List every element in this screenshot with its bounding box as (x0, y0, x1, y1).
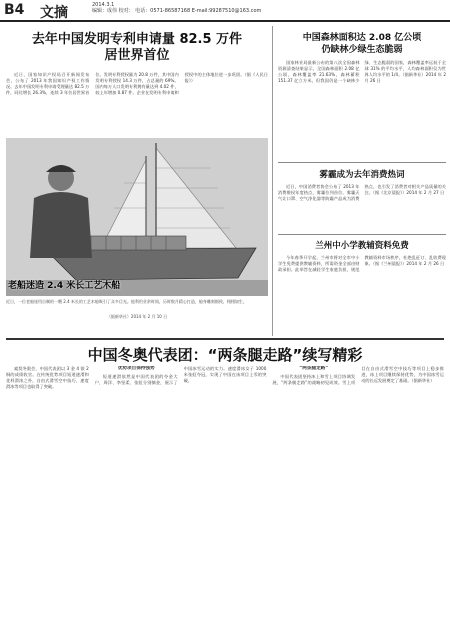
right1-headline-line1: 中国森林面积达 2.08 亿公顷 (302, 33, 422, 43)
main-article-subhead: 优势项目保持强势 (117, 366, 155, 371)
left-article-body (6, 72, 268, 132)
photo-description: 近日，一位老船迷用自制的一艘 2.4 米长的工艺木船吸引了众多目光。他利用业余时间，历时数月精心打造，船身雕刻细致、栩栩如生。 (6, 299, 247, 304)
left-article-text: 近日，国家知识产权局召开新闻发布会，公布了 2013 年我国知识产权工作情况。去年中国发明专利申请受理量达 82.5 万件，同比增长 26.3%，连续 3 年位居世界首位。发明专利授权量为 20.8 万件，其中国内发明专利授权 14.3 万件，占总量的 69%。国内每万人口发明专利拥有量达到 4.02 件，较上年增加 0.87 件。企业在发明专利申请和授权中的主体地位进一步巩固。（据《人民日报》） (6, 72, 268, 95)
right-article-1-headline (278, 32, 446, 56)
column-divider (272, 26, 273, 336)
left-article-headline (6, 32, 268, 64)
right1-headline-line2: 仍缺林少绿生态脆弱 (321, 45, 403, 55)
news-photo (6, 138, 268, 296)
main-article-paragraph: 中国代表团坚持冰上和雪上项目协调发展，“两条腿走路”的战略初见成效。雪上项目在自由式滑雪空中技巧等项目上稳步推进，冰上项目继续保持优势，为中国冰雪运动的长远发展奠定了基础。（据新华社） (272, 366, 444, 385)
page-number: B4 (4, 2, 25, 18)
section-title: 文摘 (40, 5, 68, 21)
photo-caption: 老船迷造 2.4 米长工艺木船 (8, 281, 121, 291)
main-article-rule (6, 338, 444, 340)
right-article-2-headline: 雾霾成为去年消费热词 (319, 170, 405, 180)
masthead-date: 2014.3.1 (92, 2, 115, 8)
masthead (0, 0, 450, 22)
right-article-1-body (278, 60, 446, 158)
masthead-meta (92, 2, 261, 14)
right-article-3-body (278, 255, 446, 335)
right-article-2-body (278, 184, 446, 232)
left-headline-line2: 居世界首位 (104, 48, 170, 63)
right1-text: 国家林业局最新公布的第八次全国森林资源清查结果显示，全国森林面积 2.08 亿公顷，森林覆盖率 21.63%，森林蓄积 151.37 亿立方米。但我国仍是一个缺林少绿、生态脆弱的国家，森林覆盖率远低于全球 31% 的平均水平，人均森林面积仅为世界人均水平的 1/4。（据新华社）2014 年 2 月 26 日 (278, 60, 446, 83)
right3-text: 今年春季开学起，兰州市将对全市中小学生免费提供教辅资料，所需资金全部由财政承担。此举旨在减轻学生家庭负担，规范教辅资料市场秩序，杜绝乱征订、乱收费现象。（据《兰州晨报》）2014 年 2 月 26 日 (278, 255, 446, 272)
left-headline-line1: 去年中国发明专利申请量 82.5 万件 (31, 32, 243, 47)
right2-text: 近日，中国消费者协会公布了 2013 年消费维权年度热点，雾霾位列首位。雾霾天气让口罩、空气净化器等防霾产品成为消费热点，也引发了消费者对相关产品质量的关注。（据《北京晨报》）2014 年 2 月 27 日 (278, 184, 446, 201)
woodcraft-boat-illustration (6, 138, 268, 296)
main-article-body (6, 366, 444, 636)
masthead-contact: 编辑：成伟 校对： 电话：0571-86587168 E-mail:99287510@163.com (92, 8, 262, 14)
section-rule (278, 234, 446, 235)
photo-source: （据新华社）2014 年 2 月 10 日 (106, 314, 168, 319)
main-article-subhead: “两条腿走路” (299, 366, 329, 371)
right-article-3-headline: 兰州中小学教辅资料免费 (315, 241, 409, 251)
section-rule (278, 162, 446, 163)
main-article-headline: 中国冬奥代表团：“两条腿走路”续写精彩 (87, 346, 363, 364)
main-article-paragraph: 索契冬奥会，中国代表团以 3 金 4 银 2 铜的成绩收官。在传统优势项目短道速滑和花样滑冰之外，自由式滑雪空中技巧、速度滑冰等项目也取得了突破。 (6, 366, 89, 389)
main-article-paragraph: 短道速滑依然是中国代表团的夺金大户，周洋、李坚柔、张虹分别摘金，展示了中国冰雪运动的实力。速度滑冰女子 1000 米张虹夺冠，实现了中国在该项目上零的突破。 (94, 366, 267, 385)
